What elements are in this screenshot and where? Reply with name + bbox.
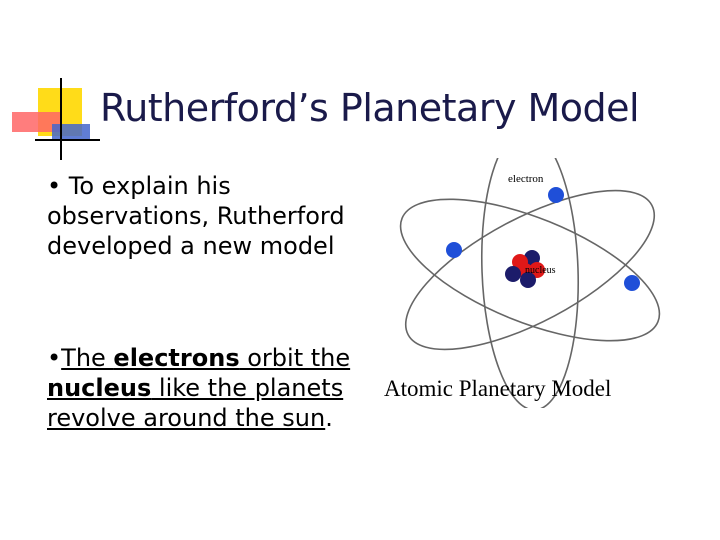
electron [624,275,640,291]
slide-title: Rutherford’s Planetary Model [100,86,640,130]
atom-diagram [380,158,680,408]
keyword-electrons: electrons [113,344,240,372]
decorative-corner-graphic [0,0,100,170]
bullet-marker: • [47,344,62,372]
bullet-1-text: To explain his observations, Rutherford developed a new model [47,172,345,260]
bullet-point-2 [47,343,387,433]
bullet-2-text-1: The [61,344,114,372]
bullet-2-period: . [325,404,333,432]
keyword-nucleus: nucleus [47,374,152,402]
electron [548,187,564,203]
blue-bar [52,124,90,140]
bullet-marker: • [47,172,62,200]
nucleus-label: nucleus [525,265,556,276]
bullet-2-text-3: like the planets revolve around the sun [47,374,344,432]
electron-label: electron [508,173,544,185]
bullet-2-text-2: orbit the [239,344,351,372]
bullet-point-1 [47,171,387,261]
electron [446,242,462,258]
diagram-caption: Atomic Planetary Model [384,376,612,401]
neutron [505,266,521,282]
